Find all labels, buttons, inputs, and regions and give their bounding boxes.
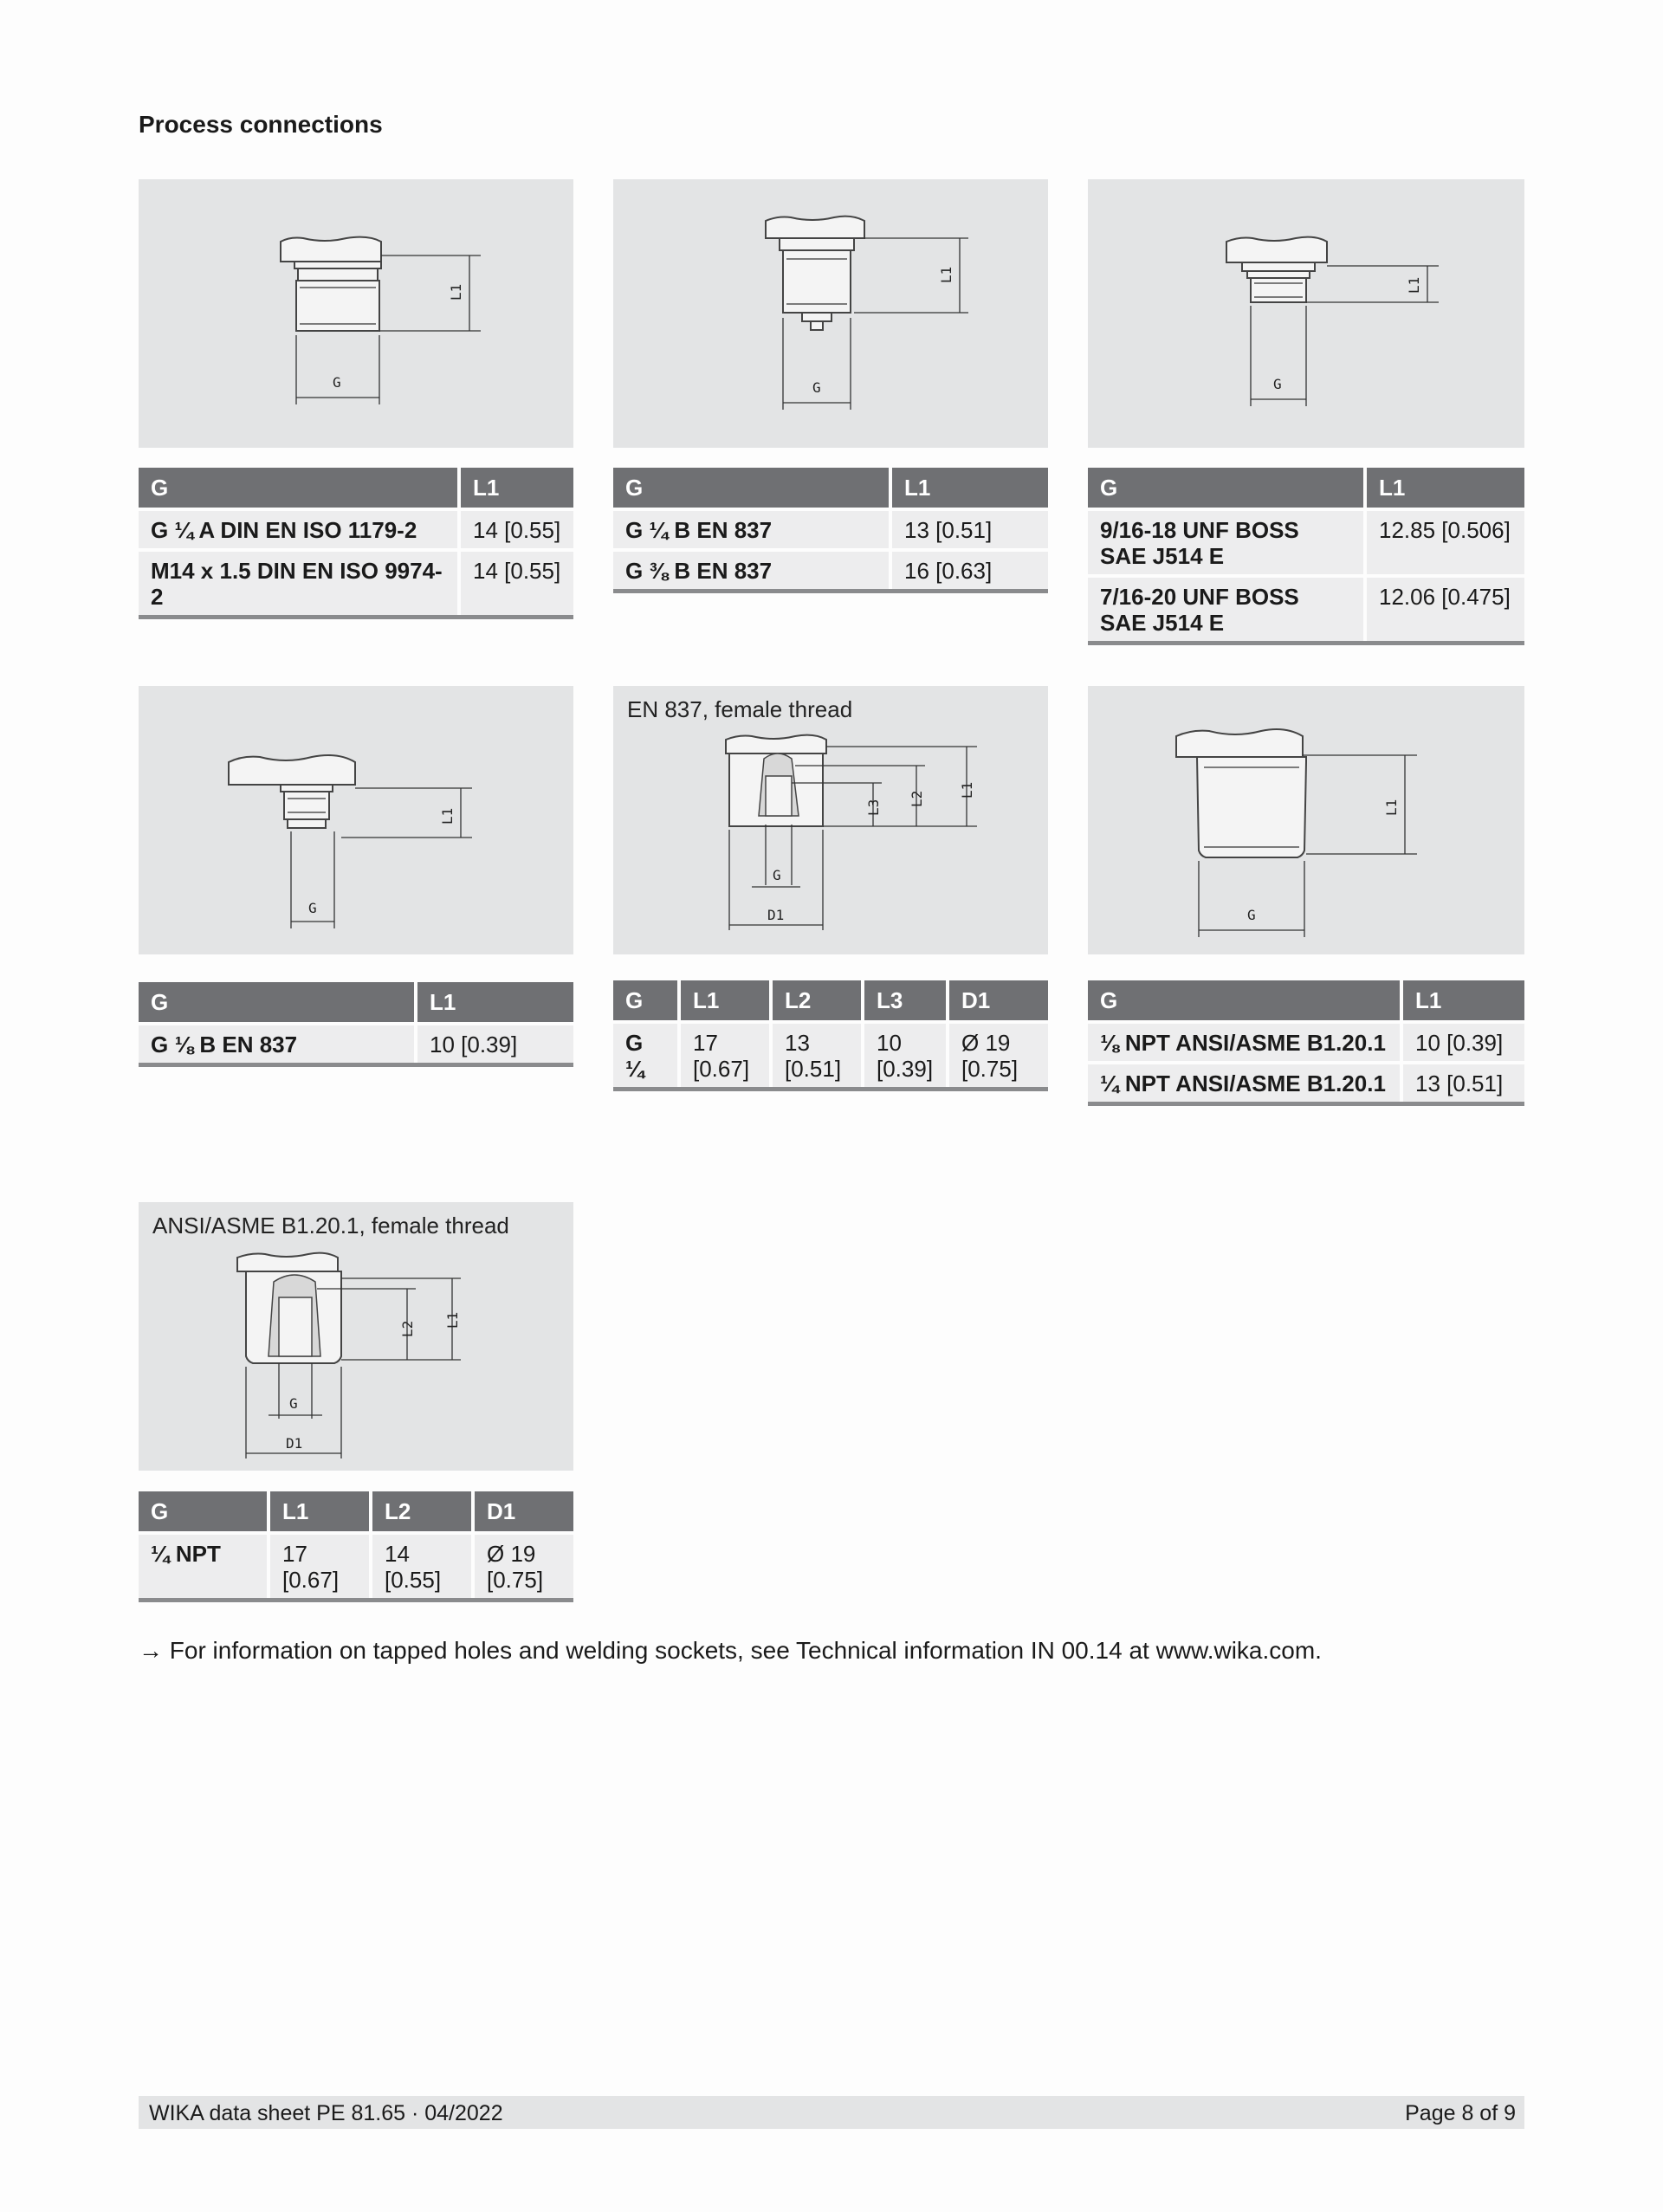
table-en837-male — [613, 468, 1048, 593]
drawing-en837-female — [613, 686, 1048, 954]
dim-d1: D1 — [767, 907, 785, 923]
drawing-npt-female — [139, 1202, 573, 1471]
table-row: G ⅛ B EN 837 10 [0.39] — [139, 1024, 573, 1065]
table-1179 — [139, 468, 573, 619]
col-header-l3: L3 — [863, 980, 948, 1022]
dim-d1: D1 — [286, 1435, 303, 1452]
figure-1179 — [139, 179, 573, 448]
table-row: G ¼ B EN 837 13 [0.51] — [613, 509, 1048, 550]
dim-g: G — [812, 379, 821, 396]
dim-g: G — [289, 1395, 298, 1412]
dim-g: G — [1247, 907, 1256, 923]
col-header-g: G — [1088, 468, 1365, 509]
table-row: G ⅜ B EN 837 16 [0.63] — [613, 550, 1048, 592]
col-header-g: G — [613, 468, 890, 509]
table-row: ¼ NPT 17 [0.67] 14 [0.55] Ø 19 [0.75] — [139, 1533, 573, 1601]
dim-l2: L2 — [399, 1320, 416, 1337]
col-header-g: G — [139, 468, 459, 509]
table-row: ⅛ NPT ANSI/ASME B1.20.1 10 [0.39] — [1088, 1022, 1524, 1063]
dim-l1: L1 — [959, 781, 975, 799]
footer-document-id: WIKA data sheet PE 81.65 · 04/2022 — [149, 2101, 503, 2125]
figure-en837-female — [613, 686, 1048, 954]
col-header-l2: L2 — [771, 980, 863, 1022]
dim-l1: L1 — [444, 1311, 461, 1329]
dim-g: G — [773, 867, 781, 883]
dim-l1: L1 — [448, 283, 464, 301]
dim-g: G — [308, 900, 317, 916]
table-row: 9/16-18 UNF BOSS SAE J514 E 12.85 [0.506] — [1088, 509, 1524, 576]
table-row: M14 x 1.5 DIN EN ISO 9974-2 14 [0.55] — [139, 550, 573, 618]
col-header-g: G — [139, 982, 416, 1024]
col-header-l1: L1 — [1365, 468, 1524, 509]
col-header-l1: L1 — [890, 468, 1048, 509]
table-en837-female — [613, 980, 1048, 1091]
table-g18 — [139, 982, 573, 1067]
figure-g18 — [139, 686, 573, 954]
footer-page-number: Page 8 of 9 — [1405, 2101, 1516, 2125]
dim-g: G — [1273, 376, 1282, 392]
table-unf-boss — [1088, 468, 1524, 645]
dim-l3: L3 — [865, 799, 882, 816]
reference-note: → For information on tapped holes and welding sockets, see Technical information IN 00.14 at www.wika.com. — [139, 1637, 1322, 1664]
figure-npt-male — [1088, 686, 1524, 954]
table-row: G ¼ 17 [0.67] 13 [0.51] 10 [0.39] Ø 19 [0.75] — [613, 1022, 1048, 1090]
col-header-g: G — [139, 1491, 269, 1533]
dim-l1: L1 — [1383, 799, 1400, 816]
table-npt-female — [139, 1491, 573, 1602]
col-header-l1: L1 — [1401, 980, 1524, 1022]
figure-caption: EN 837, female thread — [627, 696, 853, 722]
dim-l1: L1 — [439, 807, 456, 825]
col-header-l1: L1 — [269, 1491, 371, 1533]
section-title: Process connections — [139, 111, 383, 138]
figure-npt-female — [139, 1202, 573, 1471]
col-header-d1: D1 — [473, 1491, 573, 1533]
col-header-l1: L1 — [679, 980, 771, 1022]
col-header-l2: L2 — [371, 1491, 473, 1533]
drawing-unf-boss — [1088, 179, 1524, 448]
figure-unf-boss — [1088, 179, 1524, 448]
drawing-g18 — [139, 686, 573, 954]
col-header-g: G — [613, 980, 679, 1022]
table-npt — [1088, 980, 1524, 1106]
dim-l1: L1 — [1406, 276, 1422, 294]
drawing-1179 — [139, 179, 573, 448]
col-header-l1: L1 — [459, 468, 573, 509]
col-header-g: G — [1088, 980, 1401, 1022]
dim-l1: L1 — [938, 266, 954, 283]
drawing-en837-male — [613, 179, 1048, 448]
figure-en837-male — [613, 179, 1048, 448]
table-row: G ¼ A DIN EN ISO 1179-2 14 [0.55] — [139, 509, 573, 550]
page-footer — [139, 2096, 1524, 2129]
col-header-d1: D1 — [948, 980, 1048, 1022]
table-row: 7/16-20 UNF BOSS SAE J514 E 12.06 [0.475] — [1088, 576, 1524, 644]
col-header-l1: L1 — [416, 982, 573, 1024]
figure-caption: ANSI/ASME B1.20.1, female thread — [152, 1213, 509, 1239]
dim-l2: L2 — [909, 790, 925, 807]
dim-g: G — [333, 374, 341, 391]
table-row: ¼ NPT ANSI/ASME B1.20.1 13 [0.51] — [1088, 1063, 1524, 1104]
drawing-npt-male — [1088, 686, 1524, 954]
